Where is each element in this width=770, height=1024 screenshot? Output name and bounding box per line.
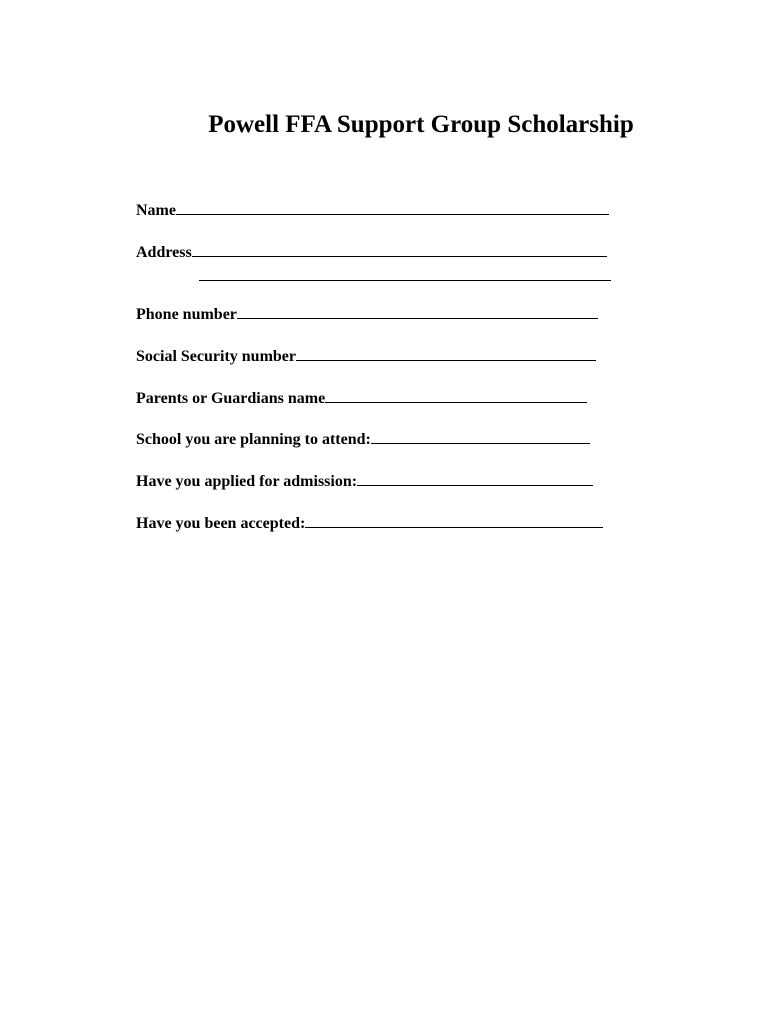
address-label: Address (136, 244, 192, 261)
address-field[interactable] (136, 242, 607, 263)
parents-guardians-name-field[interactable] (136, 388, 587, 409)
school-planning-label: School you are planning to attend: (136, 431, 371, 448)
parents-guardians-name-label: Parents or Guardians name (136, 390, 326, 407)
name-field[interactable] (136, 200, 609, 221)
address-line-2-field[interactable] (199, 266, 611, 287)
applied-admission-label: Have you applied for admission: (136, 473, 358, 490)
parents-guardians-name-blank-line[interactable] (325, 388, 587, 403)
phone-number-field[interactable] (136, 304, 598, 325)
school-planning-blank-line[interactable] (371, 429, 590, 444)
school-planning-field[interactable] (136, 429, 590, 450)
social-security-number-blank-line[interactable] (296, 346, 596, 361)
been-accepted-blank-line[interactable] (305, 513, 603, 528)
been-accepted-label: Have you been accepted: (136, 515, 306, 532)
address-line-2-blank-line[interactable] (199, 266, 611, 281)
been-accepted-field[interactable] (136, 513, 603, 534)
address-blank-line[interactable] (192, 242, 607, 257)
phone-number-label: Phone number (136, 306, 237, 323)
name-blank-line[interactable] (176, 200, 609, 215)
phone-number-blank-line[interactable] (237, 304, 598, 319)
page-title: Powell FFA Support Group Scholarship (208, 111, 634, 138)
applied-admission-blank-line[interactable] (357, 471, 593, 486)
name-label: Name (136, 202, 176, 219)
social-security-number-field[interactable] (136, 346, 596, 367)
applied-admission-field[interactable] (136, 471, 593, 492)
social-security-number-label: Social Security number (136, 348, 296, 365)
